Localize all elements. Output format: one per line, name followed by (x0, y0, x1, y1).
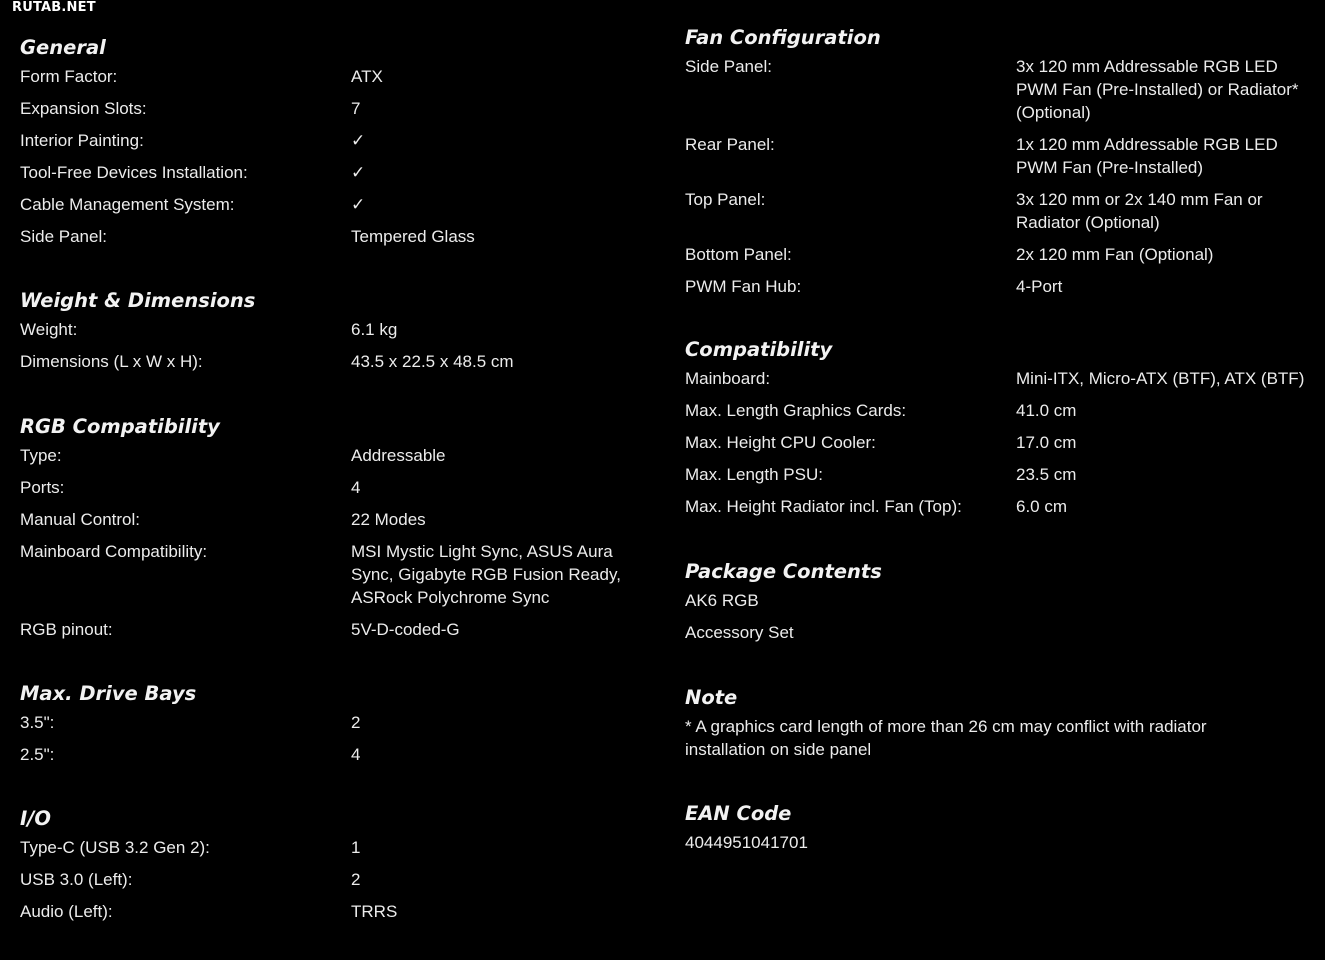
spec-label: Max. Height CPU Cooler: (685, 433, 876, 452)
spec-value: 5V-D-coded-G (351, 620, 460, 639)
spec-label: Manual Control: (20, 510, 141, 529)
spec-label: Dimensions (L x W x H): (20, 352, 203, 371)
section-fan-configuration (685, 23, 1315, 298)
spec-label: Ports: (20, 478, 65, 497)
watermark: RUTAB.NET (12, 0, 96, 15)
section-title: EAN Code (685, 802, 792, 825)
spec-label: Max. Length PSU: (685, 465, 823, 484)
spec-value: 2x 120 mm Fan (Optional) (1016, 245, 1214, 264)
spec-row (20, 318, 660, 341)
ean-code-value: 4044951041701 (685, 833, 808, 852)
spec-value: 7 (351, 99, 361, 118)
spec-value: ✓ (351, 163, 366, 182)
spec-value: 23.5 cm (1016, 465, 1077, 484)
section-max-drive-bays (20, 679, 660, 766)
spec-value: Tempered Glass (351, 227, 475, 246)
spec-label: 3.5": (20, 713, 55, 732)
spec-row (20, 540, 660, 609)
spec-value: TRRS (351, 902, 398, 921)
spec-value: 1 (351, 838, 361, 857)
section-compatibility (685, 335, 1315, 518)
spec-row (685, 188, 1315, 234)
spec-row (20, 711, 660, 734)
spec-label: 2.5": (20, 745, 55, 764)
spec-value: 6.1 kg (351, 320, 398, 339)
spec-value: 1x 120 mm Addressable RGB LED PWM Fan (Pre-Installed) (1016, 135, 1278, 177)
spec-label: Form Factor: (20, 67, 118, 86)
section-title: Max. Drive Bays (20, 682, 197, 705)
spec-value: 41.0 cm (1016, 401, 1077, 420)
spec-row (685, 367, 1315, 390)
spec-row (20, 97, 660, 120)
spec-value: 4 (351, 478, 361, 497)
spec-label: Weight: (20, 320, 78, 339)
spec-label: Max. Length Graphics Cards: (685, 401, 907, 420)
section-ean-code (685, 799, 1315, 854)
section-title: Compatibility (685, 338, 833, 361)
spec-row (20, 350, 660, 373)
spec-value: 2 (351, 870, 361, 889)
section-title: I/O (20, 807, 51, 830)
section-io (20, 804, 660, 923)
spec-value: 22 Modes (351, 510, 426, 529)
spec-row (20, 836, 660, 859)
package-item: AK6 RGB (685, 591, 759, 610)
spec-row (20, 868, 660, 891)
spec-row (20, 193, 660, 216)
spec-row (685, 495, 1315, 518)
spec-label: Mainboard: (685, 369, 771, 388)
section-title: Note (685, 686, 738, 709)
section-note (685, 683, 1315, 761)
spec-label: Type-C (USB 3.2 Gen 2): (20, 838, 210, 857)
spec-label: Type: (20, 446, 62, 465)
spec-label: Max. Height Radiator incl. Fan (Top): (685, 497, 962, 516)
spec-row (20, 618, 660, 641)
section-title: Fan Configuration (685, 26, 881, 49)
spec-label: PWM Fan Hub: (685, 277, 802, 296)
spec-label: Side Panel: (685, 57, 772, 76)
section-general (20, 33, 660, 248)
spec-value: ✓ (351, 131, 366, 150)
section-title: RGB Compatibility (20, 415, 220, 438)
spec-label: Tool-Free Devices Installation: (20, 163, 248, 182)
spec-row (20, 161, 660, 184)
spec-value: 3x 120 mm or 2x 140 mm Fan or Radiator (Optional) (1016, 190, 1263, 232)
spec-row (20, 743, 660, 766)
spec-value: Mini-ITX, Micro-ATX (BTF), ATX (BTF) (1016, 369, 1305, 388)
spec-row (20, 444, 660, 467)
spec-row (685, 55, 1315, 124)
spec-row (685, 399, 1315, 422)
spec-row (685, 463, 1315, 486)
spec-value: MSI Mystic Light Sync, ASUS Aura Sync, Gigabyte RGB Fusion Ready, ASRock Polychrome Sync (351, 542, 621, 607)
spec-row (20, 508, 660, 531)
spec-row (20, 129, 660, 152)
spec-label: Side Panel: (20, 227, 107, 246)
spec-row (20, 900, 660, 923)
spec-label: Top Panel: (685, 190, 766, 209)
spec-value: 17.0 cm (1016, 433, 1077, 452)
section-package-contents (685, 557, 1315, 644)
spec-row (20, 225, 660, 248)
spec-label: Interior Painting: (20, 131, 144, 150)
section-rgb-compatibility (20, 412, 660, 641)
spec-row (20, 65, 660, 88)
spec-value: 6.0 cm (1016, 497, 1068, 516)
spec-row (685, 243, 1315, 266)
spec-label: Expansion Slots: (20, 99, 147, 118)
spec-value: Addressable (351, 446, 446, 465)
spec-row (685, 431, 1315, 454)
note-text: * A graphics card length of more than 26 cm may conflict with radiator installation on side panel (685, 717, 1207, 759)
spec-value: 43.5 x 22.5 x 48.5 cm (351, 352, 514, 371)
spec-value: 3x 120 mm Addressable RGB LED PWM Fan (Pre-Installed) or Radiator* (Optional) (1016, 57, 1299, 122)
spec-label: Audio (Left): (20, 902, 113, 921)
spec-label: RGB pinout: (20, 620, 113, 639)
section-title: Package Contents (685, 560, 882, 583)
spec-row (20, 476, 660, 499)
spec-row (685, 275, 1315, 298)
spec-label: Mainboard Compatibility: (20, 542, 208, 561)
section-weight-dimensions (20, 286, 660, 373)
spec-value: ✓ (351, 195, 366, 214)
spec-value: ATX (351, 67, 383, 86)
spec-row (685, 133, 1315, 179)
spec-label: Bottom Panel: (685, 245, 792, 264)
package-item: Accessory Set (685, 623, 794, 642)
spec-value: 4-Port (1016, 277, 1063, 296)
spec-label: Cable Management System: (20, 195, 235, 214)
spec-label: Rear Panel: (685, 135, 775, 154)
spec-label: USB 3.0 (Left): (20, 870, 133, 889)
spec-value: 2 (351, 713, 361, 732)
section-title: Weight & Dimensions (20, 289, 256, 312)
section-title: General (20, 36, 106, 59)
spec-value: 4 (351, 745, 361, 764)
